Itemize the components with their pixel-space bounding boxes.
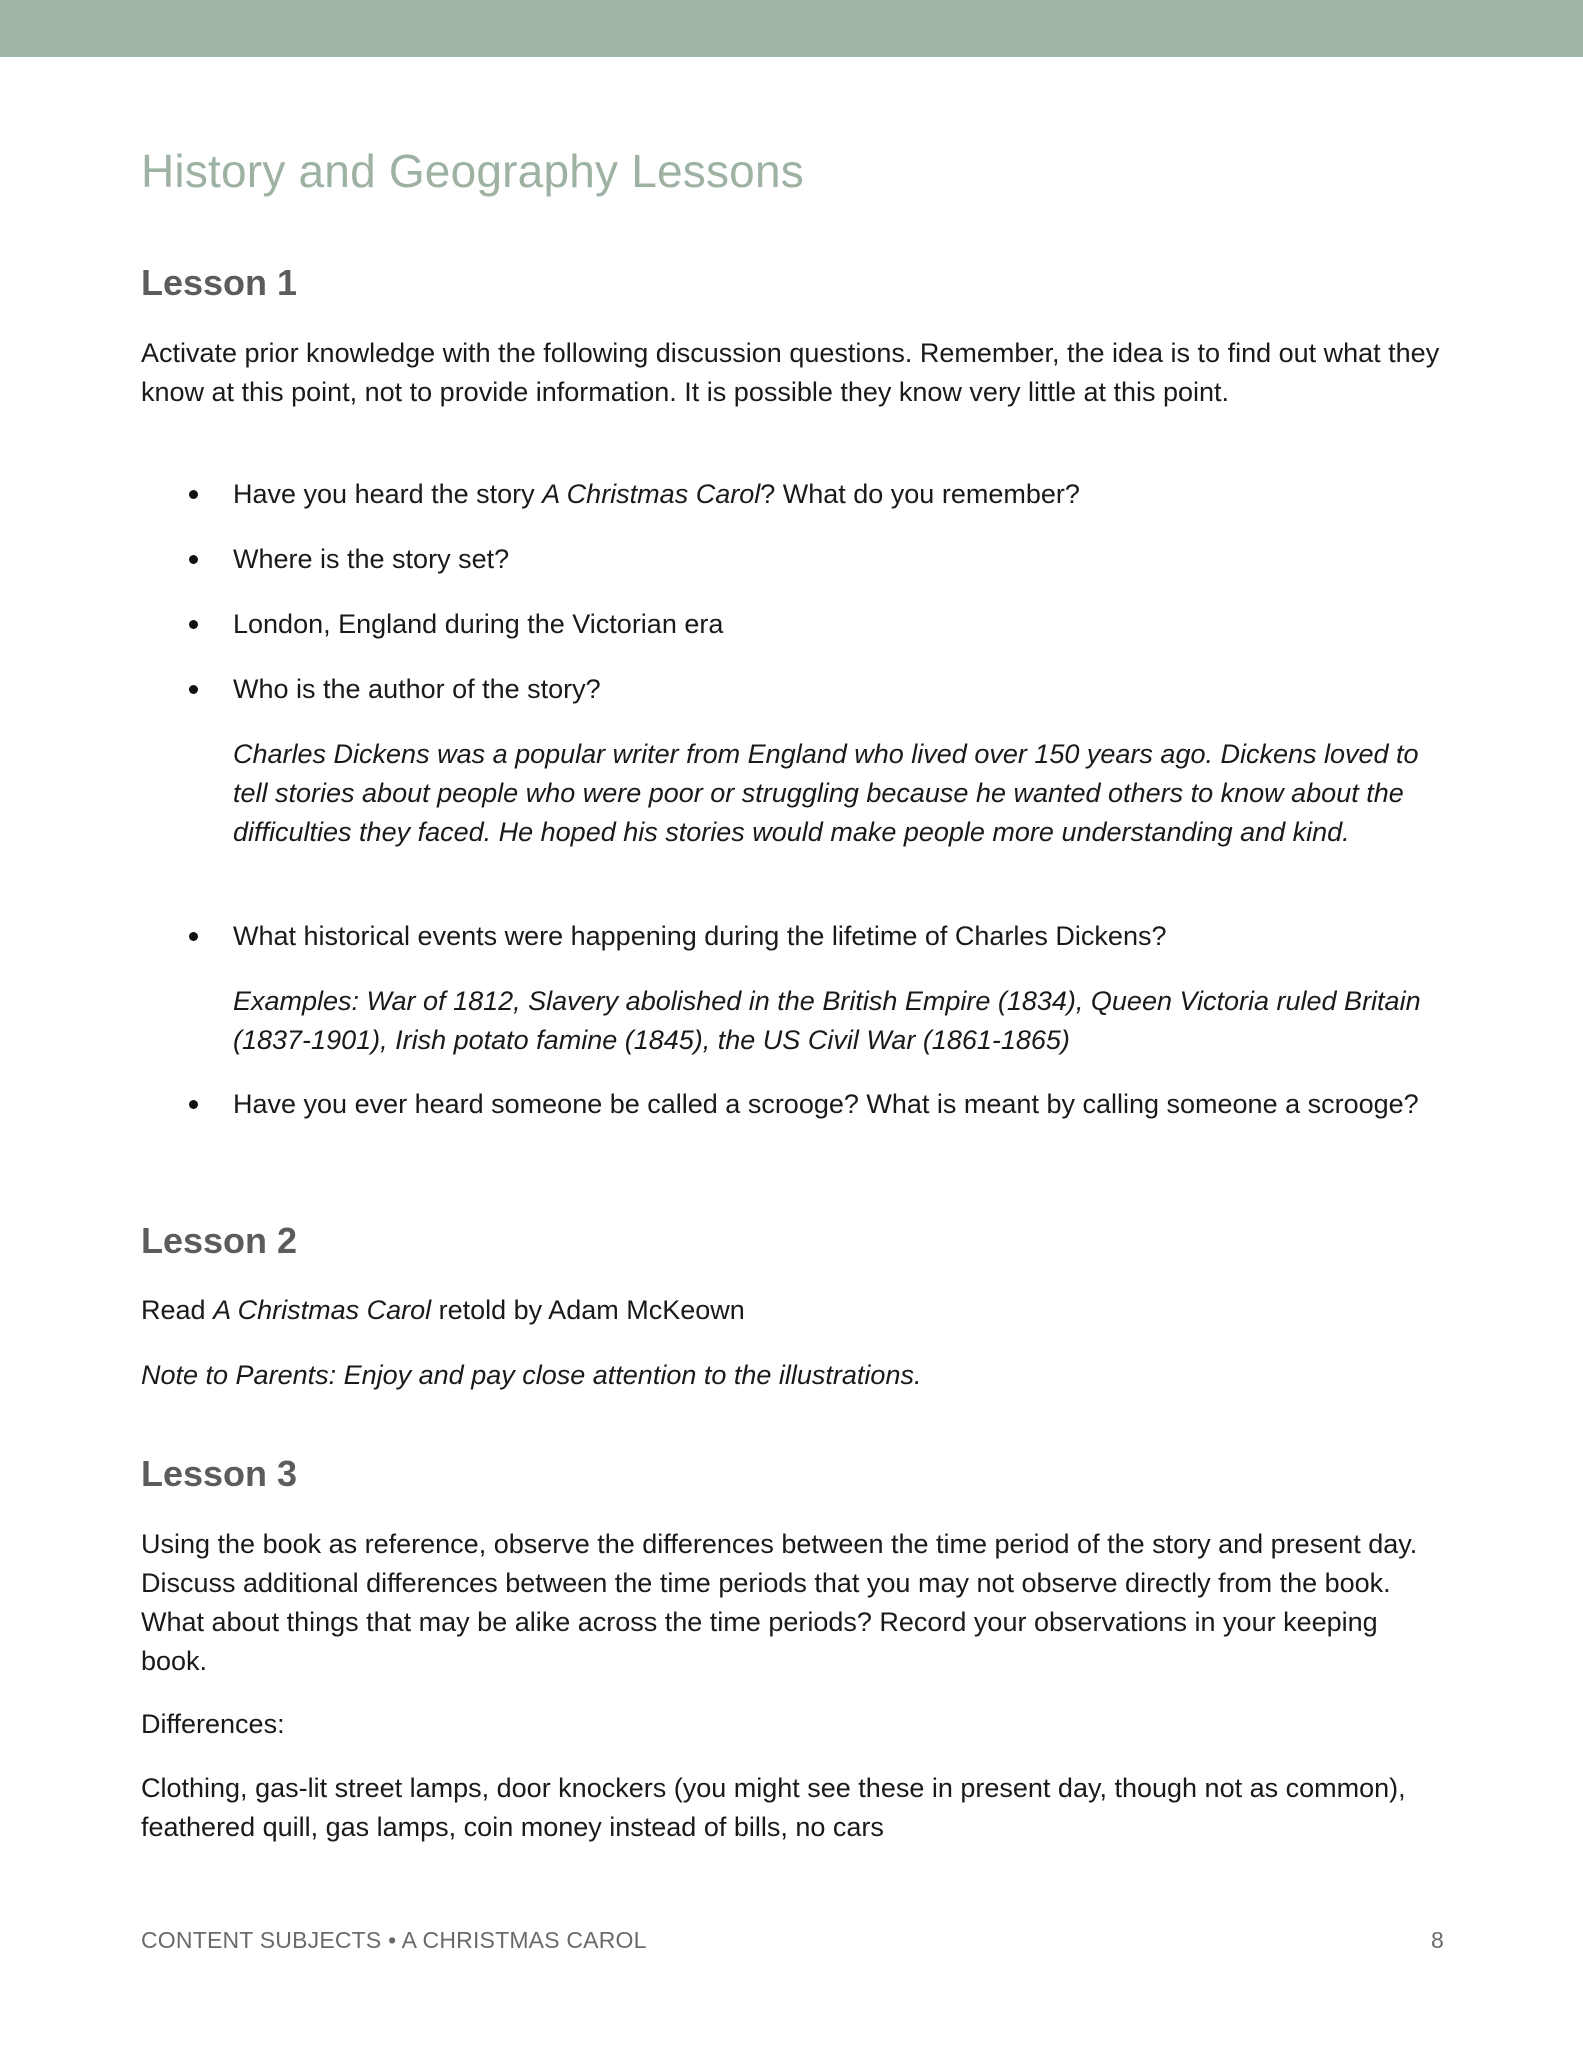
lesson-3-intro: Using the book as reference, observe the differences between the time period of the story and present day. Discuss additional differences between the time periods that you may not observe directly from the book. What about things that may be alike across the time periods? Record your observations in your keeping book. [141, 1529, 1418, 1676]
book-title: A Christmas Carol [542, 479, 761, 509]
reading-text: retold by Adam McKeown [431, 1295, 745, 1325]
reading-text: Read [141, 1295, 214, 1325]
header-accent-bar [0, 0, 1583, 57]
bullet-icon [189, 685, 198, 694]
footer-label [141, 1929, 647, 1952]
lesson-1-author-answer: Charles Dickens was a popular writer from England who lived over 150 years ago. Dickens loved to tell stories about people who were poor or struggling because he wanted others to know about the difficulties they faced. He hoped his stories would make people more understanding and kind. [233, 739, 1419, 847]
footer-section: CONTENT SUBJECTS [141, 1927, 382, 1953]
lesson-1-question-5: Have you ever heard someone be called a scrooge? What is meant by calling someone a scrooge? [233, 1089, 1419, 1119]
page-number: 8 [1431, 1927, 1444, 1953]
lesson-2-parent-note: Note to Parents: Enjoy and pay close attention to the illustrations. [141, 1360, 922, 1390]
lesson-1-answer-setting: London, England during the Victorian era [233, 609, 724, 639]
question-text: ? What do you remember? [760, 479, 1080, 509]
bullet-icon [189, 932, 198, 941]
bullet-icon [189, 490, 198, 499]
differences-label: Differences: [141, 1709, 285, 1739]
lesson-1-question-3: Who is the author of the story? [233, 674, 601, 704]
lesson-1-intro: Activate prior knowledge with the following discussion questions. Remember, the idea is to find out what they know at this point, not to provide information. It is possible they know very little at this point. [141, 338, 1440, 407]
lesson-3-heading: Lesson 3 [141, 1453, 298, 1494]
question-text: Have you heard the story [233, 479, 543, 509]
footer-book: A CHRISTMAS CAROL [401, 1927, 647, 1953]
bullet-icon [189, 1100, 198, 1109]
lesson-1-question-1 [233, 475, 1448, 514]
lesson-1-heading: Lesson 1 [141, 262, 298, 303]
lesson-1-events-answer: Examples: War of 1812, Slavery abolished in the British Empire (1834), Queen Victoria ruled Britain (1837-1901), Irish potato famine (1845), the US Civil War (1861-1865) [233, 986, 1421, 1055]
footer-separator-icon: • [388, 1927, 397, 1953]
page-title: History and Geography Lessons [141, 145, 804, 197]
bullet-icon [189, 620, 198, 629]
bullet-icon [189, 555, 198, 564]
differences-list: Clothing, gas-lit street lamps, door knockers (you might see these in present day, though not as common), feathered quill, gas lamps, coin money instead of bills, no cars [141, 1773, 1406, 1842]
lesson-1-question-4: What historical events were happening during the lifetime of Charles Dickens? [233, 921, 1167, 951]
lesson-2-heading: Lesson 2 [141, 1220, 298, 1261]
book-title: A Christmas Carol [213, 1295, 432, 1325]
lesson-2-reading [141, 1291, 1451, 1330]
lesson-1-question-2: Where is the story set? [233, 544, 510, 574]
